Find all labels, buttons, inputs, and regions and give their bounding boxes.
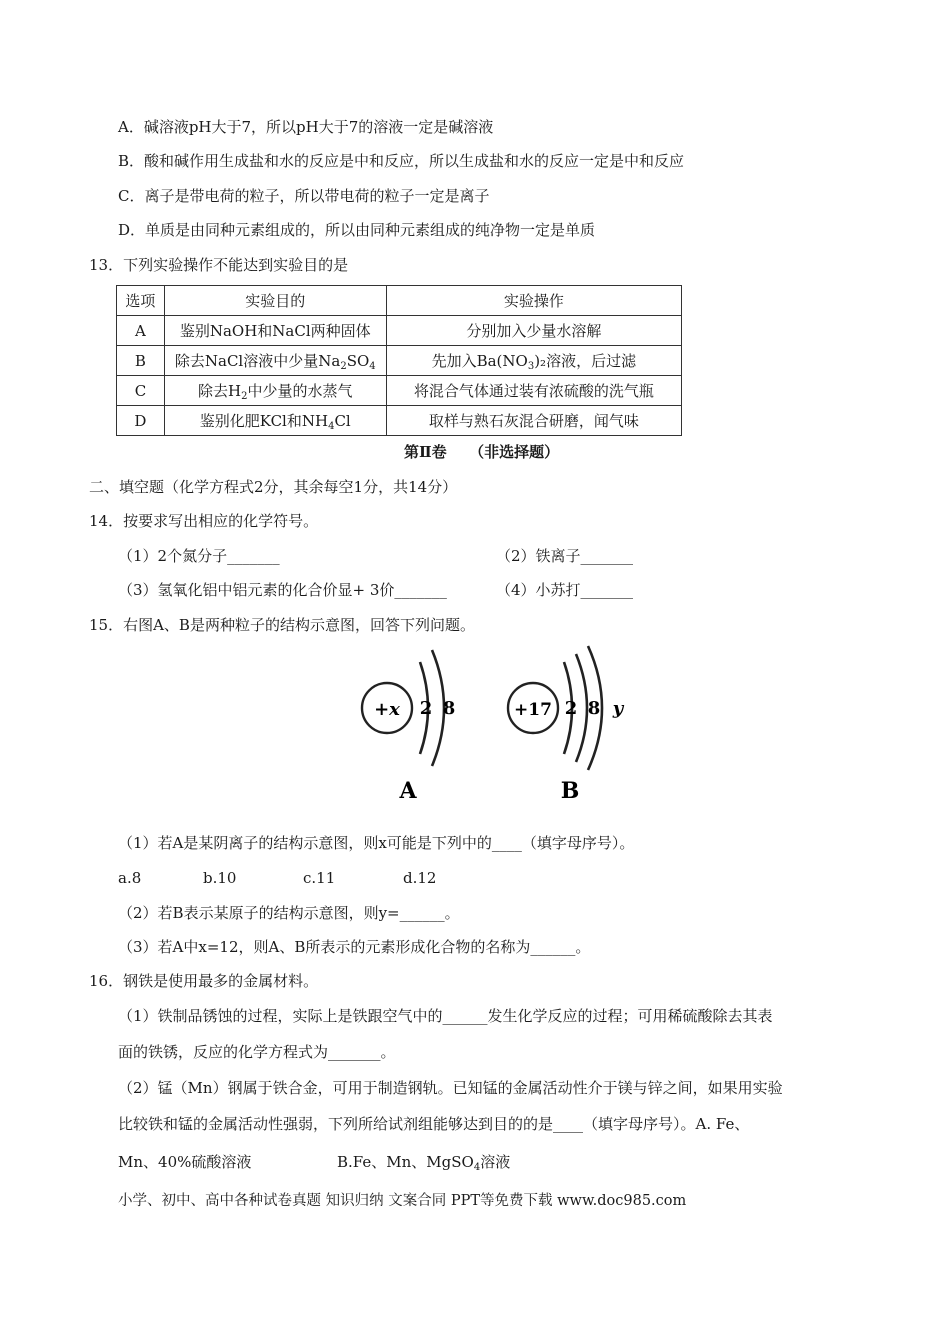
- q12-option-a: A．碱溶液pH大于7，所以pH大于7的溶液一定是碱溶液: [118, 118, 494, 136]
- q12-option-d: D．单质是由同种元素组成的，所以由同种元素组成的纯净物一定是单质: [118, 221, 596, 239]
- q15-choice-a: a.8: [118, 869, 142, 887]
- row-option: A: [117, 316, 165, 346]
- q12-option-c: C．离子是带电荷的粒子，所以带电荷的粒子一定是离子: [118, 187, 490, 205]
- atom-diagram-a: [362, 650, 455, 804]
- nucleus-a: +x: [374, 699, 400, 720]
- row-option: D: [117, 406, 165, 436]
- q14-item2: （2）铁离子_______: [496, 547, 634, 565]
- shell-b-2: 8: [587, 698, 601, 719]
- q14-item4: （4）小苏打_______: [496, 581, 634, 599]
- shell-b-3: y: [612, 698, 624, 719]
- q15-choice-b: b.10: [203, 869, 237, 887]
- row-operation: 分别加入少量水溶解: [386, 316, 681, 346]
- q16-part2-line1: （2）锰（Mn）钢属于铁合金，可用于制造钢轨。已知锰的金属活动性介于镁与锌之间，如果用实验: [118, 1079, 783, 1097]
- q15-sub3: （3）若A中x=12，则A、B所表示的元素形成化合物的名称为______。: [118, 938, 591, 956]
- q16-part1-line1: （1）铁制品锈蚀的过程，实际上是铁跟空气中的______发生化学反应的过程；可用稀硫酸除去其表: [118, 1007, 773, 1025]
- shell-b-1: 2: [564, 698, 578, 719]
- row-operation: 取样与熟石灰混合研磨，闻气味: [386, 406, 681, 436]
- row-operation: 将混合气体通过装有浓硫酸的洗气瓶: [386, 376, 681, 406]
- q12-option-b: B．酸和碱作用生成盐和水的反应是中和反应，所以生成盐和水的反应一定是中和反应: [118, 152, 685, 170]
- header-purpose: 实验目的: [164, 286, 386, 316]
- section-heading: 二、填空题（化学方程式2分，其余每空1分，共14分）: [89, 478, 458, 496]
- q16-part1-line2: 面的铁锈，反应的化学方程式为_______。: [118, 1043, 396, 1061]
- shell-a-2: 8: [442, 698, 456, 719]
- row-purpose: 除去$H_2$中少量的水蒸气: [164, 376, 386, 406]
- table-header-row: [117, 286, 682, 316]
- label-b: B: [560, 778, 580, 804]
- q15-stem: 15．右图A、B是两种粒子的结构示意图，回答下列问题。: [89, 616, 475, 634]
- q13-table: [116, 285, 682, 436]
- table-row: [117, 316, 682, 346]
- row-option: B: [117, 346, 165, 376]
- row-purpose: 鉴别化肥KCl和$NH_4Cl$: [164, 406, 386, 436]
- q15-choice-d: d.12: [403, 869, 437, 887]
- table-row: [117, 406, 682, 436]
- q15-choice-c: c.11: [303, 869, 336, 887]
- page-footer: 小学、初中、高中各种试卷真题 知识归纳 文案合同 PPT等免费下载 www.doc985.com: [118, 1193, 687, 1209]
- row-purpose: 鉴别NaOH和NaCl两种固体: [164, 316, 386, 346]
- atom-diagram-b: [508, 646, 625, 804]
- table-row: [117, 346, 682, 376]
- q13-title: 13．下列实验操作不能达到实验目的是: [89, 256, 349, 274]
- q15-sub1: （1）若A是某阴离子的结构示意图，则x可能是下列中的____（填字母序号）。: [118, 834, 635, 852]
- q14-item1: （1）2个氮分子_______: [118, 547, 280, 565]
- row-purpose: 除去NaCl溶液中少量$Na_2SO_4$: [164, 346, 386, 376]
- q16-part2-line3a: Mn、40%硫酸溶液: [118, 1153, 252, 1171]
- shell-a-1: 2: [419, 698, 433, 719]
- nucleus-b: +17: [514, 700, 552, 720]
- header-operation: 实验操作: [386, 286, 681, 316]
- header-option: 选项: [117, 286, 165, 316]
- table-row: [117, 376, 682, 406]
- row-option: C: [117, 376, 165, 406]
- q16-stem: 16．钢铁是使用最多的金属材料。: [89, 972, 319, 990]
- row-operation: 先加入$Ba(NO_3)_2$溶液，后过滤: [386, 346, 681, 376]
- q14-item3: （3）氢氧化铝中铝元素的化合价显+ 3价_______: [118, 581, 447, 599]
- label-a: A: [399, 778, 417, 804]
- q14-stem: 14．按要求写出相应的化学符号。: [89, 512, 319, 530]
- q15-sub2: （2）若B表示某原子的结构示意图，则y=______。: [118, 904, 460, 922]
- atom-structure-diagram: [340, 640, 640, 810]
- q16-part2-line3b: B.Fe、Mn、MgSO$_4$溶液: [337, 1153, 511, 1173]
- section-title: 第Ⅱ卷 （非选择题）: [404, 443, 560, 461]
- q16-part2-line2: 比较铁和锰的金属活动性强弱，下列所给试剂组能够达到目的的是____（填字母序号）。A. Fe、: [118, 1115, 750, 1133]
